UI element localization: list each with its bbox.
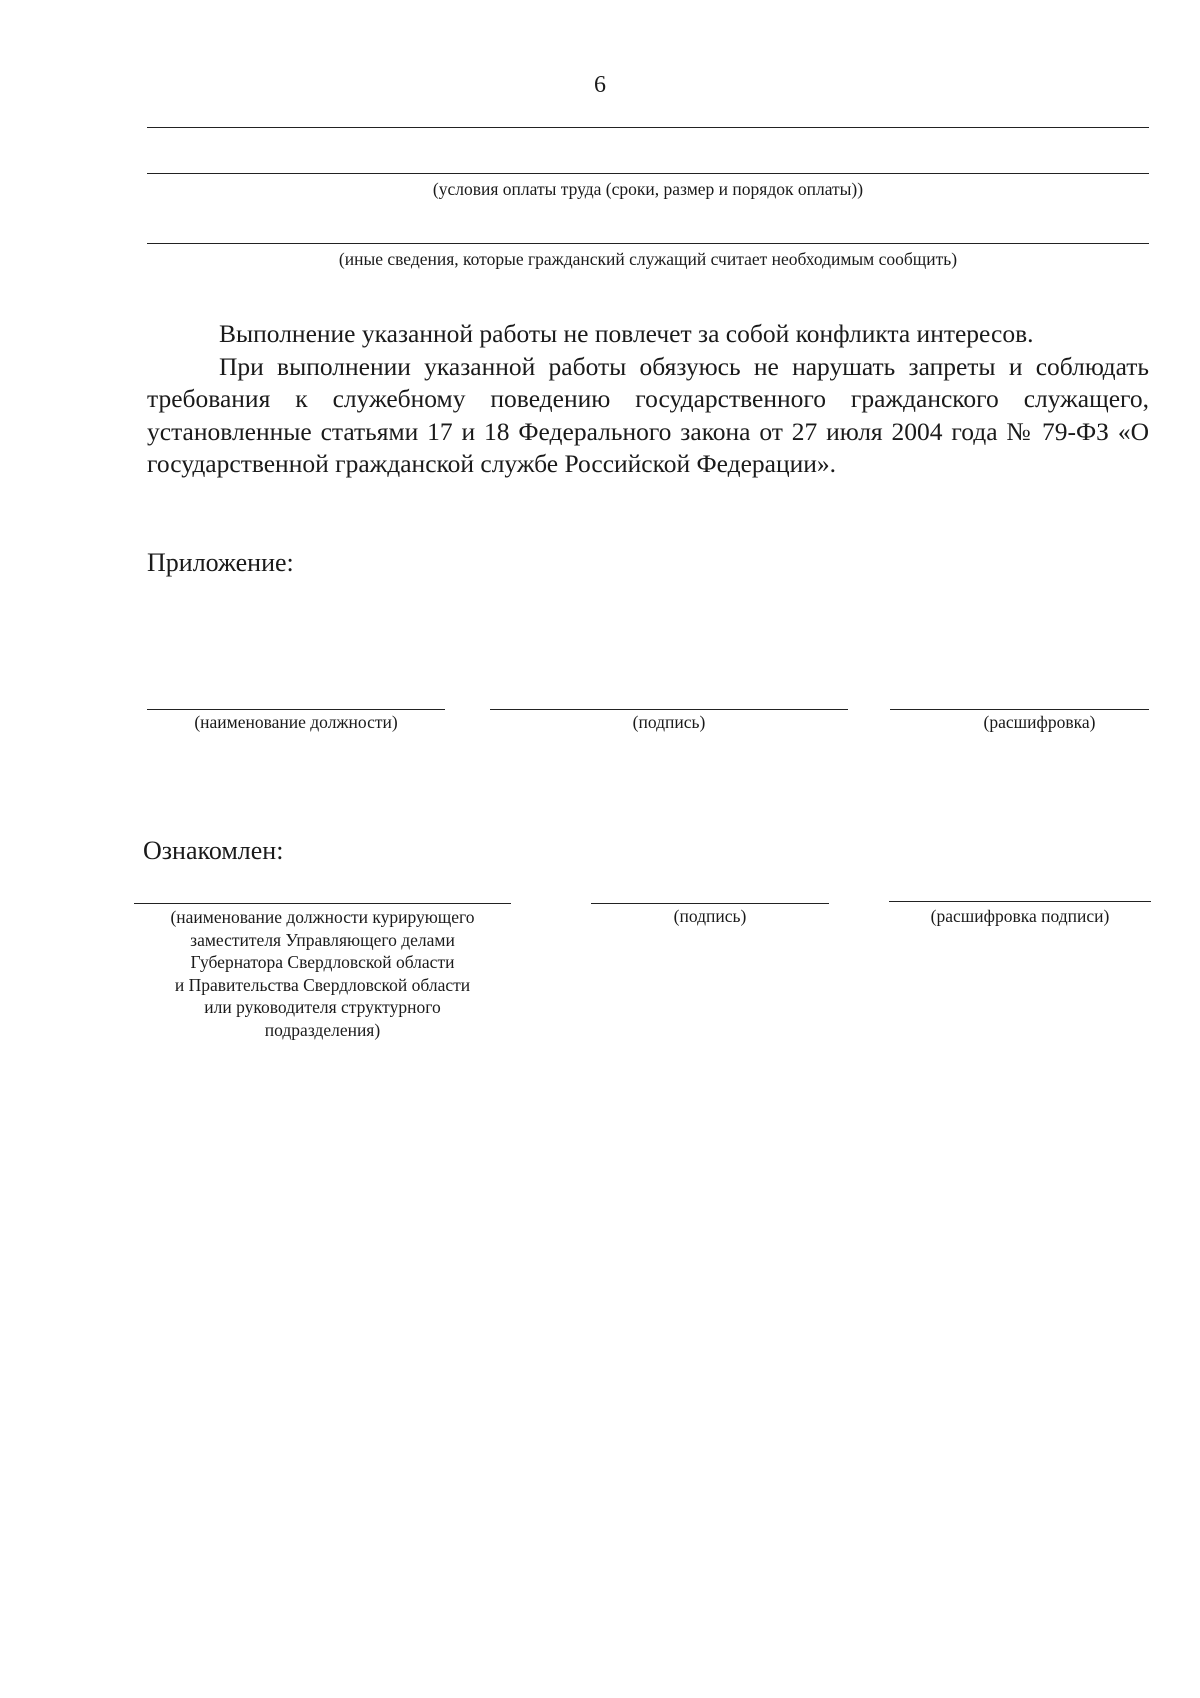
ack-position-caption — [134, 906, 511, 1041]
ack-position-caption-line: подразделения) — [264, 1019, 381, 1040]
payment-terms-line-2 — [147, 173, 1149, 174]
statement-paragraph-conflict: Выполнение указанной работы не повлечет за собой конфликта интересов. — [219, 319, 1034, 348]
attachment-label: Приложение: — [147, 548, 294, 577]
statement-paragraph-obligation: При выполнении указанной работы обязуюсь не нарушать запреты и соблюдать требования к служебному поведению государственного гражданского служащего, установленные статьями 17 и 18 Федерального закона от 27 июля 2004 года № 79-ФЗ «О государственной гражданской службе Российской Федерации». — [147, 351, 1149, 478]
signature-caption: (подпись) — [632, 712, 706, 732]
ack-position-caption-line: Губернатора Свердловской области — [190, 952, 455, 972]
page-number: 6 — [594, 72, 606, 98]
ack-decoding-line — [889, 901, 1151, 902]
ack-position-caption-line: или руководителя структурного — [204, 997, 441, 1017]
payment-terms-caption: (условия оплаты труда (сроки, размер и порядок оплаты)) — [432, 179, 864, 199]
other-info-caption: (иные сведения, которые гражданский служащий считает необходимым сообщить) — [338, 249, 958, 269]
ack-position-caption-line: и Правительства Свердловской области — [174, 974, 471, 995]
ack-position-caption-line: заместителя Управляющего делами — [190, 929, 455, 950]
ack-position-caption-line: (наименование должности курирующего — [170, 907, 475, 927]
acknowledged-label: Ознакомлен: — [143, 836, 284, 865]
ack-signature-line — [591, 903, 829, 904]
other-info-line — [147, 243, 1149, 244]
decoding-line — [890, 709, 1149, 710]
payment-terms-line-1 — [147, 127, 1149, 128]
signature-line — [490, 709, 848, 710]
statement-text — [147, 318, 1149, 481]
position-line — [147, 709, 445, 710]
ack-signature-caption: (подпись) — [673, 906, 747, 926]
decoding-caption: (расшифровка) — [983, 712, 1096, 732]
ack-decoding-caption: (расшифровка подписи) — [930, 906, 1110, 926]
position-caption: (наименование должности) — [194, 712, 398, 732]
ack-position-line — [134, 903, 511, 904]
